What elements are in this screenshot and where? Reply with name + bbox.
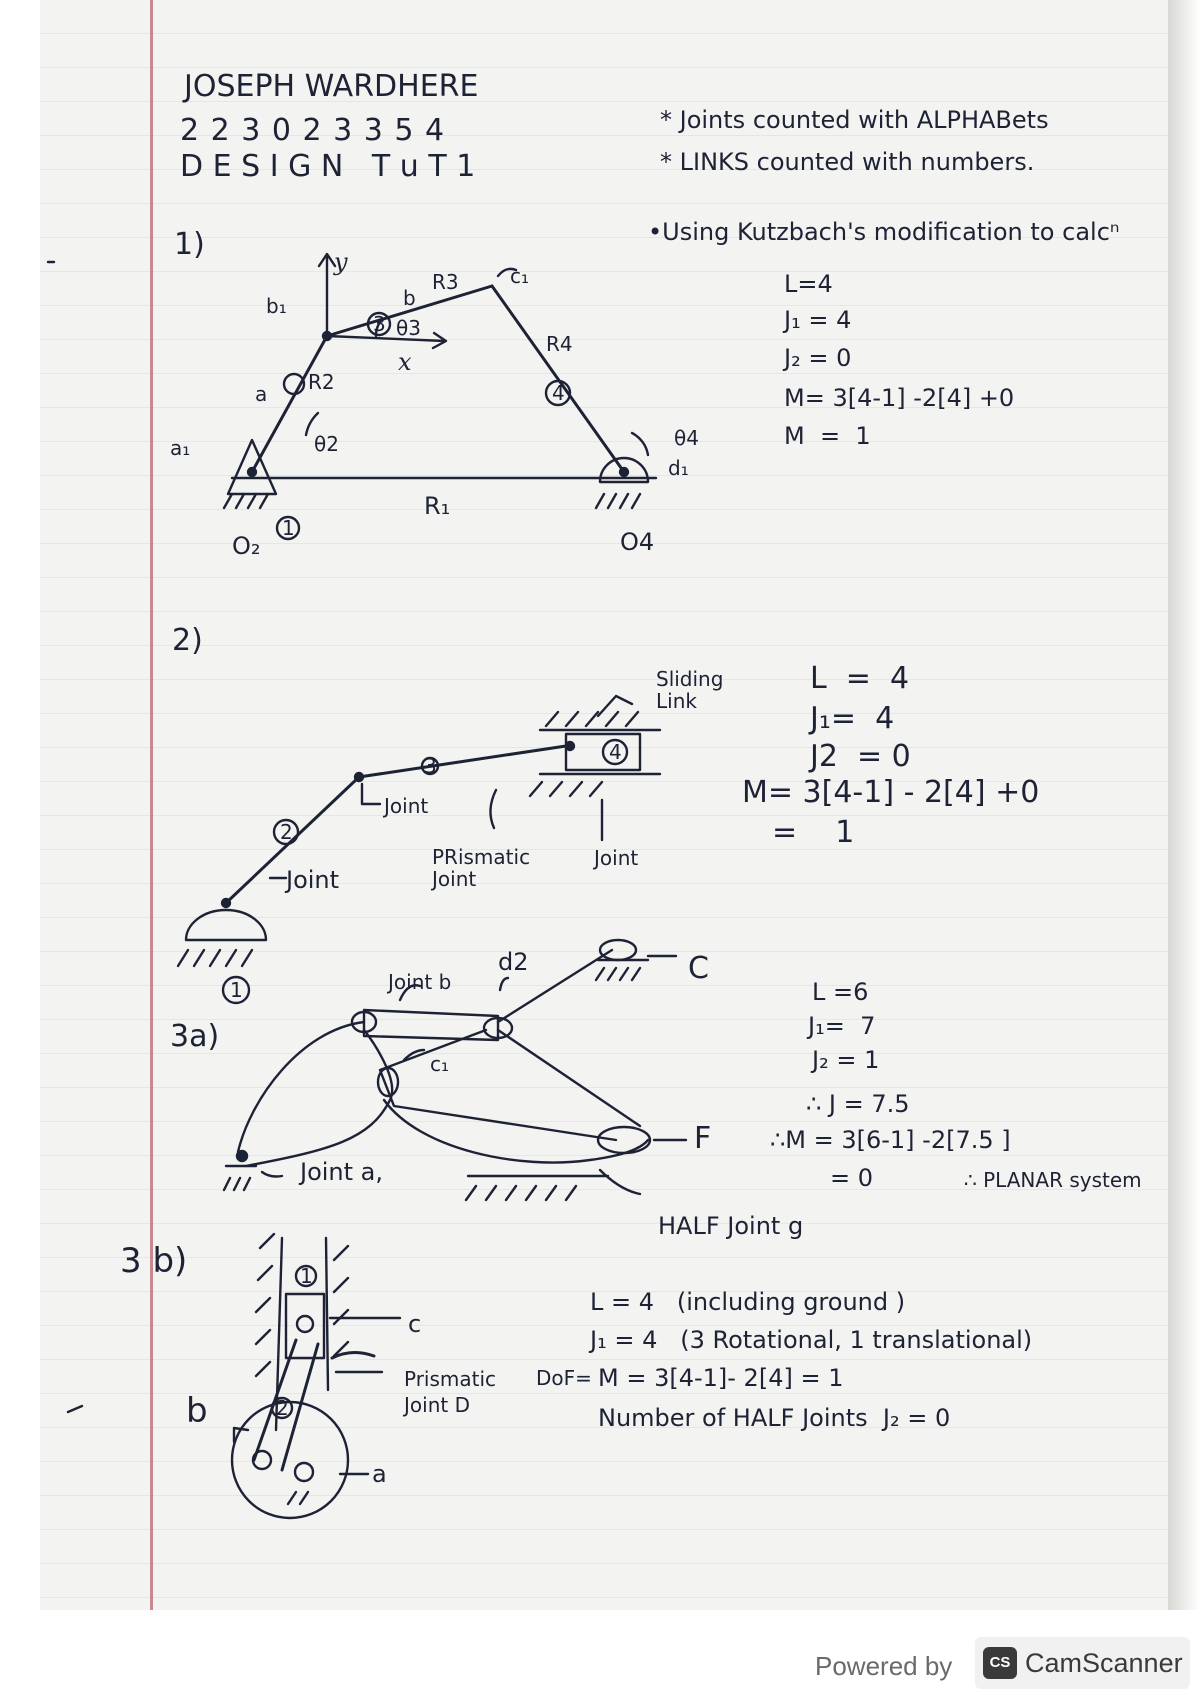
fig3a-d2-label: d2: [498, 948, 529, 976]
q3a-calc-line-2: J₁= 7: [808, 1012, 876, 1040]
joint-b-pin: [323, 332, 331, 340]
fig3a-f-label: F: [694, 1121, 712, 1156]
fig1-c1-label: c₁: [510, 264, 530, 288]
joint-a-pin: [248, 468, 256, 476]
q2-calc-line-4: M= 3[4-1] - 2[4] +0: [742, 775, 1040, 810]
q2-calc-line-1: L = 4: [810, 661, 910, 696]
q3a-calc-line-4: ∴ J = 7.5: [806, 1090, 910, 1118]
fig1-x-label: x: [398, 348, 412, 376]
link-top-bar: [364, 1010, 498, 1040]
fig1-a-label: a: [255, 382, 268, 406]
q2-calc-line-2: J₁= 4: [810, 701, 895, 736]
margin-dash: [68, 1406, 82, 1412]
bucket-tip: [598, 1127, 650, 1153]
q1-calc-line-1: L=4: [784, 270, 833, 298]
link-3: [359, 746, 566, 777]
fig2-joint-label-3: Joint: [594, 846, 639, 870]
joint-pin-2: [355, 773, 363, 781]
q3b-calc-line-4: Number of HALF Joints J₂ = 0: [598, 1404, 951, 1432]
fig3a-half-joint-label: HALF Joint g: [658, 1212, 804, 1240]
q2-calc-line-5: = 1: [772, 815, 855, 850]
joint-c-pin: [600, 940, 636, 960]
cylinder-wall-right: [326, 1238, 328, 1390]
camscanner-logo-icon: CS: [983, 1647, 1017, 1679]
ground-hatch-left: [224, 494, 268, 508]
fig3a-joint-b-label: Joint b: [388, 970, 452, 994]
fig1-link1-number: 1: [282, 516, 295, 540]
ground-support: [186, 910, 266, 940]
fig1-b-label: b: [403, 286, 416, 310]
piston-pin: [297, 1316, 313, 1332]
fig3b-link2-number: 2: [276, 1396, 289, 1420]
fig3b-c-label: c: [408, 1310, 422, 1338]
fig1-theta4-label: θ4: [674, 426, 699, 450]
fig3b-prismatic-label: Prismatic Joint D: [404, 1367, 497, 1417]
figure-2-slider: [178, 696, 660, 1003]
q2-label: 2): [172, 623, 203, 658]
ground-left: [224, 1166, 256, 1190]
slider-pin: [566, 742, 574, 750]
note-links: * LINKS counted with numbers.: [660, 148, 1035, 176]
fig3a-c-label: C: [688, 951, 709, 986]
link-diagonal: [498, 1030, 640, 1126]
fig1-link3-number: 3: [373, 312, 386, 336]
joint-d-pin: [620, 468, 628, 476]
prismatic-pointer: [490, 790, 496, 828]
fig2-sliding-link-label: Sliding Link: [656, 667, 724, 713]
camscanner-brand-text: CamScanner: [1025, 1648, 1183, 1678]
fig1-r2-label: R2: [308, 370, 335, 394]
fig1-d1-label: d₁: [668, 456, 689, 480]
q1-label: 1): [174, 227, 205, 262]
q1-calc-line-3: J₂ = 0: [784, 344, 852, 372]
ground-bottom: [466, 1176, 608, 1200]
powered-by-text: Powered by: [815, 1651, 953, 1681]
q2-calc-line-3: J2 = 0: [810, 739, 911, 774]
fig1-a1-label: a₁: [170, 436, 191, 460]
link-inner-left: [246, 1030, 392, 1166]
q3a-label: 3a): [170, 1019, 220, 1054]
fig1-r1-label: R₁: [424, 492, 451, 520]
fig3b-b-label: b: [186, 1391, 208, 1431]
joint-pointer-2: [362, 784, 380, 804]
q3a-calc-line-6: = 0: [830, 1164, 874, 1192]
student-name: JOSEPH WARDHERE: [184, 69, 479, 104]
fig3b-link1-number: 1: [300, 1264, 313, 1288]
wall-hatch-right: [334, 1246, 348, 1356]
q1-calc-line-4: M= 3[4-1] -2[4] +0: [784, 384, 1015, 412]
joint-a-pin: [237, 1151, 247, 1161]
link-4-rocker: [492, 286, 624, 472]
camscanner-badge[interactable]: [975, 1637, 1190, 1689]
fig2-prismatic-label: PRismatic Joint: [432, 845, 531, 891]
fig1-theta3-label: θ3: [396, 316, 421, 340]
guide-hatch-top: [546, 712, 638, 726]
q1-calc-line-2: J₁ = 4: [784, 306, 852, 334]
q3b-calc-line-1: L = 4 (including ground ): [590, 1288, 906, 1316]
q3b-calc-line-2: J₁ = 4 (3 Rotational, 1 translational): [590, 1326, 1033, 1354]
fig3b-dof-label: DoF=: [536, 1366, 592, 1390]
fig2-joint-label-1: Joint: [286, 866, 340, 894]
ground-hatch: [178, 950, 252, 966]
note-joints: * Joints counted with ALPHABets: [660, 106, 1049, 134]
fig1-o4-label: O4: [620, 528, 655, 556]
d2-pointer: [500, 978, 508, 990]
fig1-o2-label: O₂: [232, 532, 261, 560]
fig1-y-label: y: [334, 248, 348, 276]
fig1-theta2-label: θ2: [314, 432, 339, 456]
fig2-link2-number: 2: [280, 820, 293, 844]
course-title: D E S I G N T u T 1: [180, 149, 476, 184]
crank-ground-hatch: [288, 1492, 308, 1504]
fig3a-c1-label: c₁: [430, 1052, 450, 1076]
fig1-link4-number: 4: [552, 381, 565, 405]
fig3b-a-label: a: [372, 1460, 387, 1488]
q3b-label: 3 b): [120, 1241, 188, 1281]
fig1-r3-label: R3: [432, 270, 459, 294]
guide-hatch-bottom: [530, 782, 602, 796]
fig3a-joint-a-label: Joint a,: [300, 1158, 384, 1186]
joint-pin-1: [222, 899, 230, 907]
q3a-calc-line-3: J₂ = 1: [812, 1046, 880, 1074]
q3a-planar-note: ∴ PLANAR system: [964, 1168, 1142, 1192]
joint-a-pointer: [262, 1172, 282, 1177]
crank-pin-b: [253, 1451, 271, 1469]
ground-top-right: [596, 960, 648, 980]
crank-center-a: [295, 1463, 313, 1481]
q3b-calc-line-3: M = 3[4-1]- 2[4] = 1: [598, 1364, 844, 1392]
ground-hatch-right: [596, 494, 640, 508]
figure-3a-linkage: [224, 940, 686, 1200]
q3a-calc-line-5: ∴M = 3[6-1] -2[7.5 ]: [770, 1126, 1011, 1154]
sliding-link-pointer: [598, 696, 632, 716]
fig1-r4-label: R4: [546, 332, 573, 356]
fig2-link4-number: 4: [609, 740, 622, 764]
fig1-b1-label: b₁: [266, 294, 287, 318]
link-outer-left: [238, 1022, 364, 1152]
half-joint-pointer: [600, 1170, 640, 1194]
fig2-link3-number: 3: [424, 754, 437, 778]
q1-calc-line-5: M = 1: [784, 422, 871, 450]
note-method: •Using Kutzbach's modification to calcⁿ: [648, 218, 1120, 246]
x-axis: [327, 336, 445, 341]
q3a-calc-line-1: L =6: [812, 978, 869, 1006]
student-id: 2 2 3 0 2 3 3 5 4: [180, 113, 446, 148]
theta4-arc: [632, 433, 648, 455]
fig2-link1-number: 1: [230, 978, 243, 1002]
fig2-joint-label-2: Joint: [384, 794, 429, 818]
wall-hatch-left: [256, 1234, 274, 1376]
